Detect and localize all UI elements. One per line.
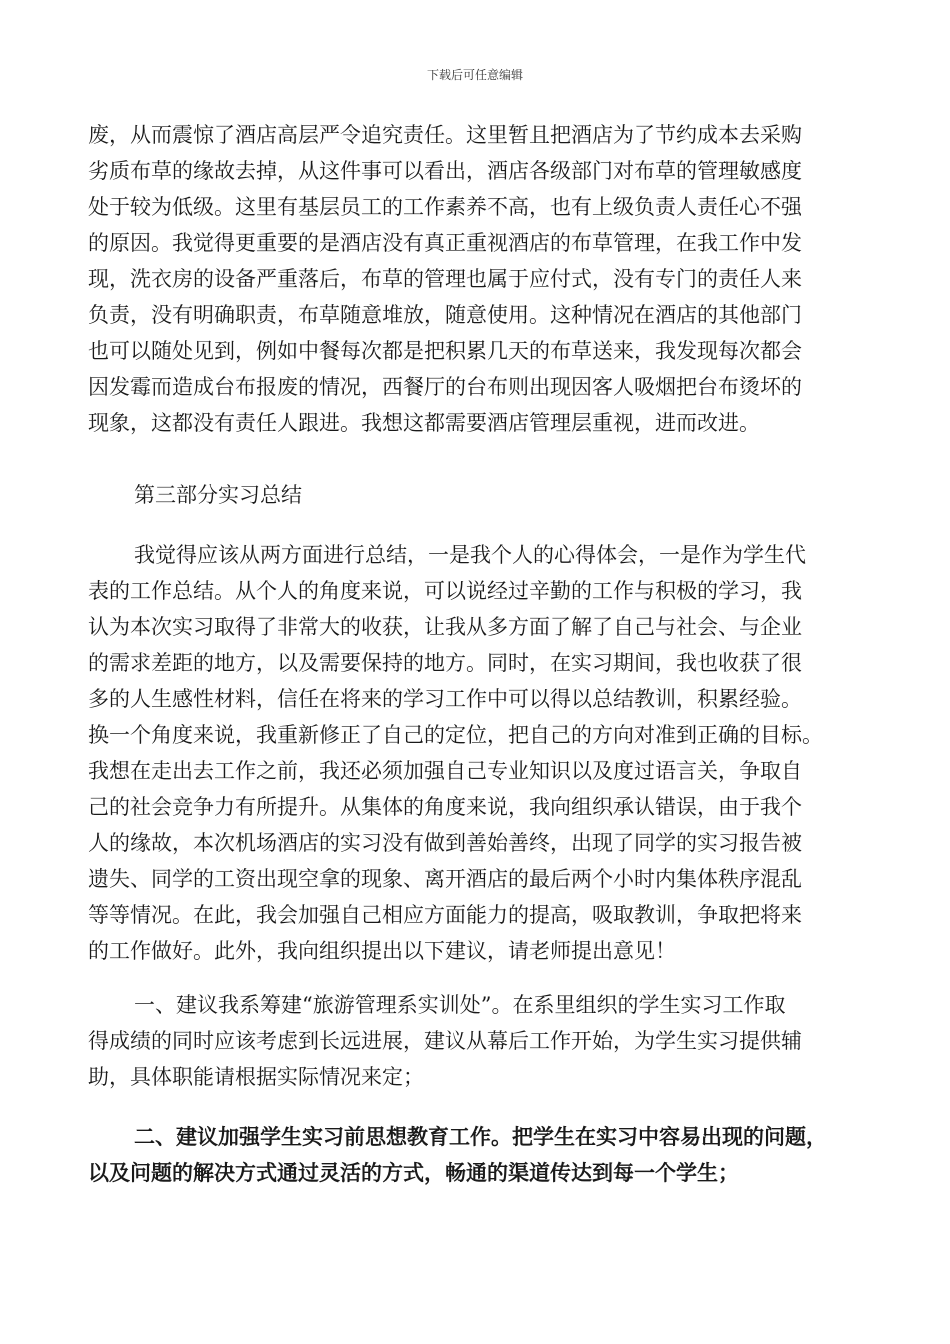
text-line: 多的人生感性材料，信任在将来的学习工作中可以得以总结教训，积累经验。 bbox=[88, 687, 802, 711]
text-line: 现，洗衣房的设备严重落后，布草的管理也属于应付式，没有专门的责任人来 bbox=[88, 267, 802, 291]
text-line: 人的缘故，本次机场酒店的实习没有做到善始善终，出现了同学的实习报告被 bbox=[88, 831, 802, 855]
paragraph-suggestion-one bbox=[88, 987, 864, 1095]
text-line: 换一个角度来说，我重新修正了自己的定位，把自己的方向对准到正确的目标。 bbox=[88, 723, 823, 747]
page-header-note: 下载后可任意编辑 bbox=[426, 68, 523, 82]
paragraph-linen-management bbox=[88, 117, 864, 441]
text-line: 因发霉而造成台布报废的情况，西餐厅的台布则出现因客人吸烟把台布烫坏的 bbox=[88, 375, 802, 399]
section-heading-part-three bbox=[88, 477, 864, 513]
text-line: 表的工作总结。从个人的角度来说，可以说经过辛勤的工作与积极的学习，我 bbox=[88, 579, 802, 603]
text-line: 己的社会竞争力有所提升。从集体的角度来说，我向组织承认错误，由于我个 bbox=[88, 795, 802, 819]
text-line: 二、建议加强学生实习前思想教育工作。把学生在实习中容易出现的问题， bbox=[134, 1124, 827, 1149]
paragraph-suggestion-two bbox=[88, 1119, 864, 1191]
text-line: 也可以随处见到，例如中餐每次都是把积累几天的布草送来，我发现每次都会 bbox=[88, 339, 802, 363]
text-line: 以及问题的解决方式通过灵活的方式，畅通的渠道传达到每一个学生； bbox=[88, 1160, 739, 1185]
text-line: 我想在走出去工作之前，我还必须加强自己专业知识以及度过语言关，争取自 bbox=[88, 759, 802, 783]
text-line: 等等情况。在此，我会加强自己相应方面能力的提高，吸取教训，争取把将来 bbox=[88, 903, 802, 927]
text-line: 处于较为低级。这里有基层员工的工作素养不高，也有上级负责人责任心不强 bbox=[88, 195, 802, 219]
text-line: 助，具体职能请根据实际情况来定； bbox=[88, 1065, 424, 1089]
text-line: 的工作做好。此外，我向组织提出以下建议，请老师提出意见！ bbox=[88, 939, 676, 963]
section-heading: 第三部分实习总结 bbox=[134, 483, 302, 507]
text-line: 的需求差距的地方，以及需要保持的地方。同时，在实习期间，我也收获了很 bbox=[88, 651, 802, 675]
text-line: 负责，没有明确职责，布草随意堆放，随意使用。这种情况在酒店的其他部门 bbox=[88, 303, 802, 327]
text-line: 遗失、同学的工资出现空拿的现象、离开酒店的最后两个小时内集体秩序混乱 bbox=[88, 867, 802, 891]
text-line: 劣质布草的缘故去掉，从这件事可以看出，酒店各级部门对布草的管理敏感度 bbox=[88, 159, 802, 183]
text-line: 的原因。我觉得更重要的是酒店没有真正重视酒店的布草管理，在我工作中发 bbox=[88, 231, 802, 255]
text-line: 一、建议我系筹建“旅游管理系实训处”。在系里组织的学生实习工作取 bbox=[134, 993, 786, 1017]
text-line: 废，从而震惊了酒店高层严令追究责任。这里暂且把酒店为了节约成本去采购 bbox=[88, 123, 802, 147]
paragraph-internship-summary bbox=[88, 537, 864, 969]
text-line: 得成绩的同时应该考虑到长远进展，建议从幕后工作开始，为学生实习提供辅 bbox=[88, 1029, 802, 1053]
text-line: 我觉得应该从两方面进行总结，一是我个人的心得体会，一是作为学生代 bbox=[134, 543, 806, 567]
text-line: 认为本次实习取得了非常大的收获，让我从多方面了解了自己与社会、与企业 bbox=[88, 615, 802, 639]
text-line: 现象，这都没有责任人跟进。我想这都需要酒店管理层重视，进而改进。 bbox=[88, 411, 760, 435]
